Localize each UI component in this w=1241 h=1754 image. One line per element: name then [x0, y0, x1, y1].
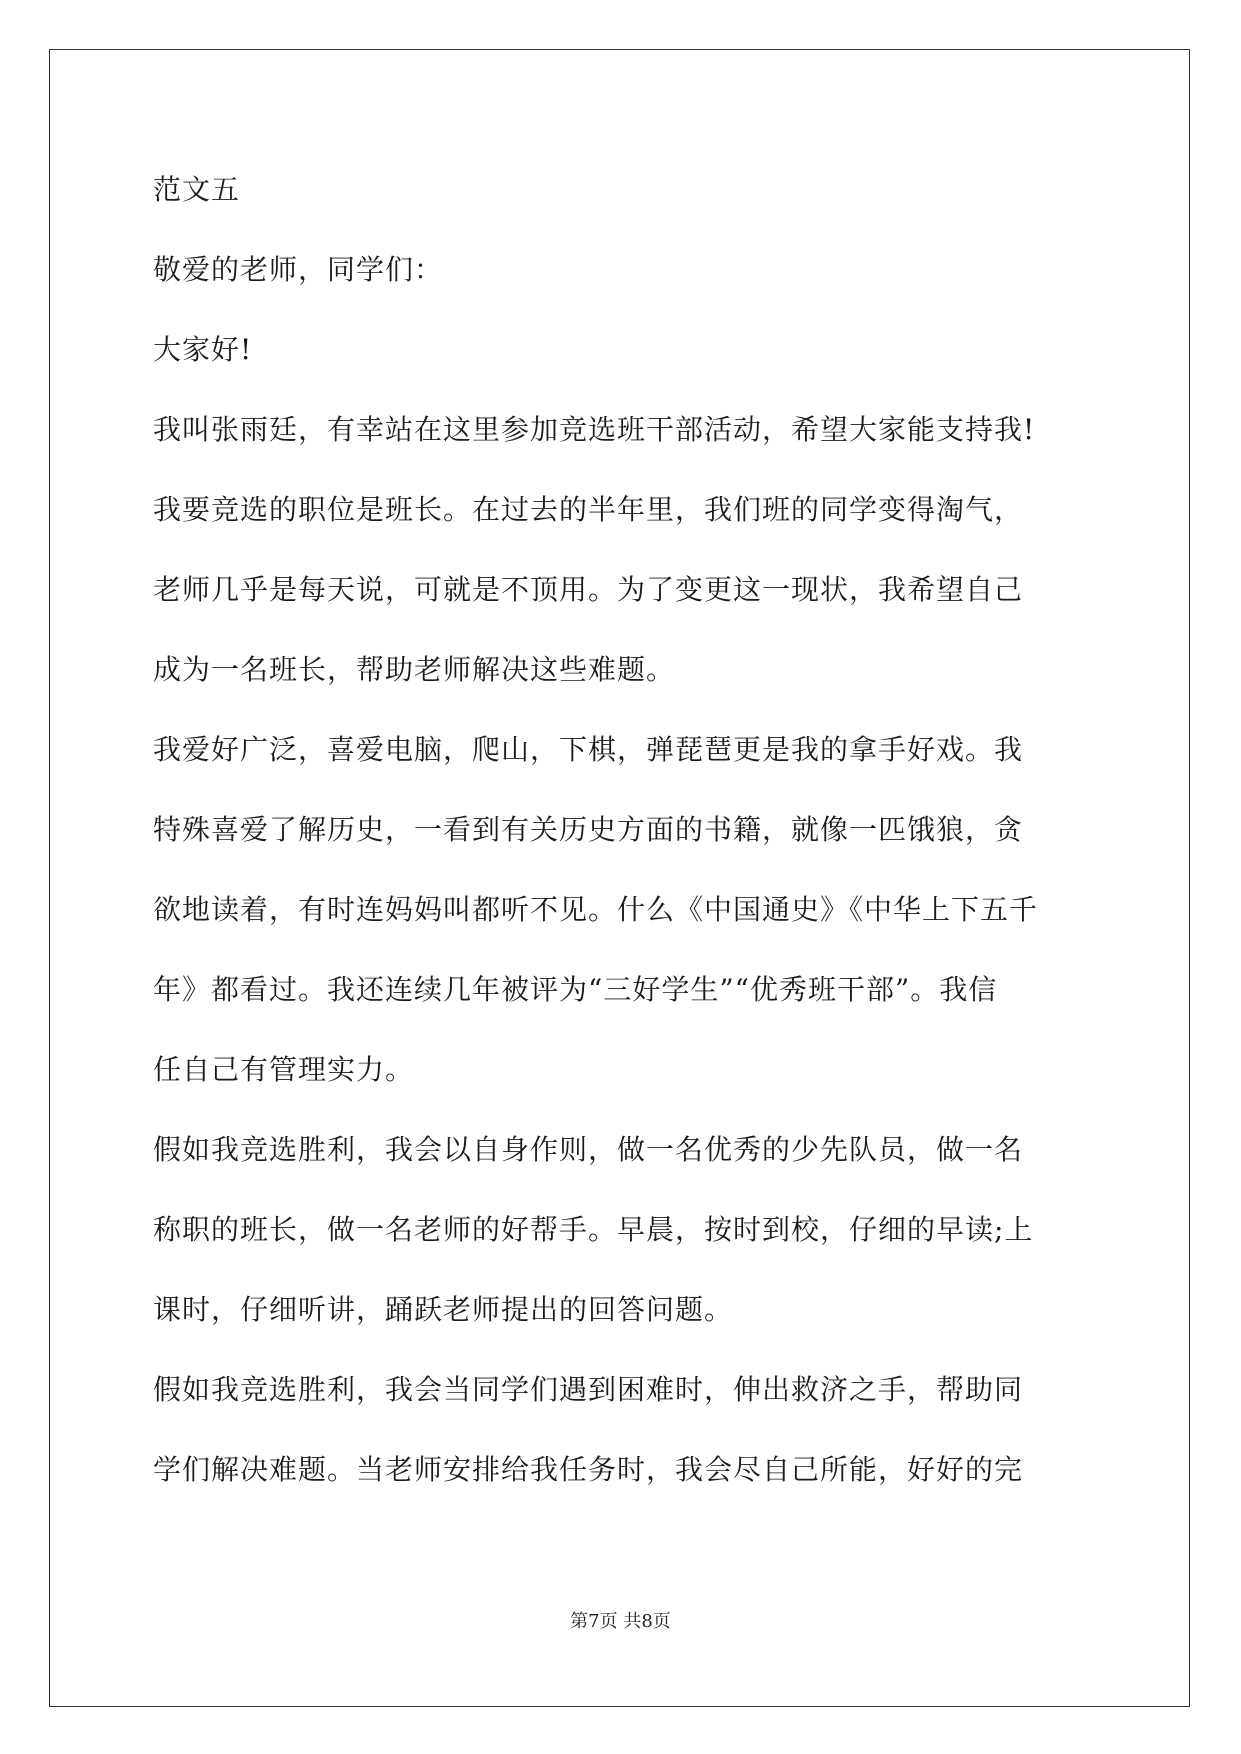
paragraph-line: 假如我竞选胜利，我会以自身作则，做一名优秀的少先队员，做一名 [153, 1133, 1024, 1166]
salutation: 敬爱的老师，同学们： [153, 253, 444, 286]
page-number-footer: 第7页 共8页 [570, 1611, 671, 1632]
paragraph-line: 成为一名班长，帮助老师解决这些难题。 [153, 653, 676, 686]
paragraph-line: 我叫张雨廷，有幸站在这里参加竞选班干部活动，希望大家能支持我! [153, 413, 1036, 446]
paragraph-line: 老师几乎是每天说，可就是不顶用。为了变更这一现状，我希望自己 [153, 573, 1024, 606]
greeting: 大家好! [153, 333, 253, 366]
paragraph-line: 我爱好广泛，喜爱电脑，爬山，下棋，弹琵琶更是我的拿手好戏。我 [153, 733, 1024, 766]
paragraph-line: 假如我竞选胜利，我会当同学们遇到困难时，伸出救济之手，帮助同 [153, 1373, 1024, 1406]
paragraph-line: 课时，仔细听讲，踊跃老师提出的回答问题。 [153, 1293, 734, 1326]
paragraph-line: 年》都看过。我还连续几年被评为“三好学生”“优秀班干部”。我信 [153, 973, 998, 1006]
paragraph-line: 欲地读着，有时连妈妈叫都听不见。什么《中国通史》《中华上下五千 [153, 893, 1039, 926]
paragraph-line: 我要竞选的职位是班长。在过去的半年里，我们班的同学变得淘气， [153, 493, 1024, 526]
paragraph-line: 特殊喜爱了解历史，一看到有关历史方面的书籍，就像一匹饿狼，贪 [153, 813, 1024, 846]
section-title: 范文五 [153, 173, 241, 206]
paragraph-line: 称职的班长，做一名老师的好帮手。早晨，按时到校，仔细的早读;上 [153, 1213, 1034, 1246]
paragraph-line: 学们解决难题。当老师安排给我任务时，我会尽自己所能，好好的完 [153, 1453, 1024, 1486]
paragraph-line: 任自己有管理实力。 [153, 1053, 415, 1086]
